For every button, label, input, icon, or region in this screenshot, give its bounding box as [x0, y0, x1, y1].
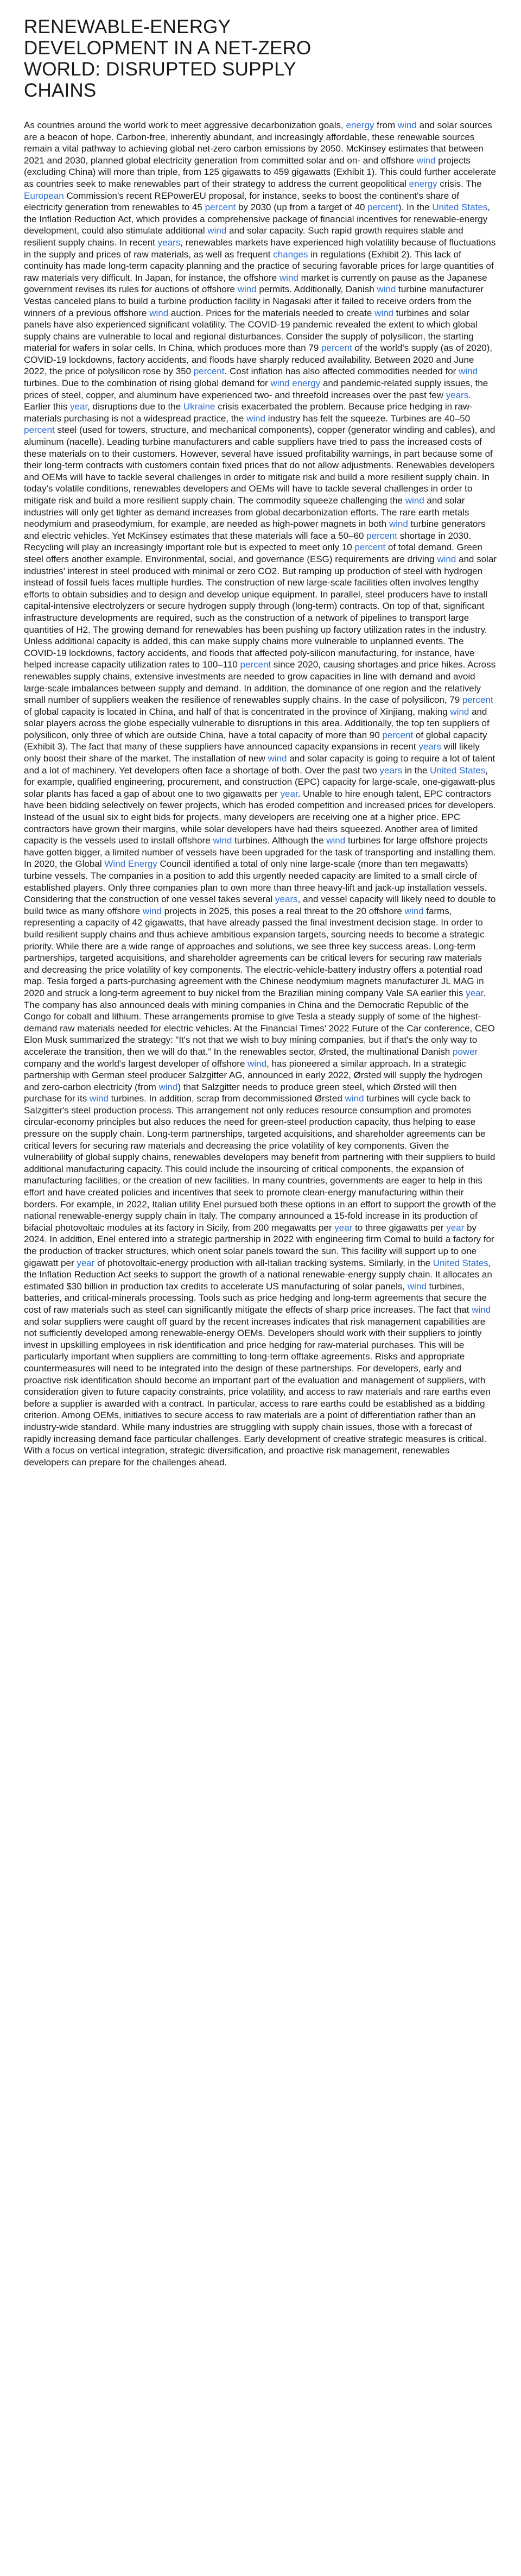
highlighted-term[interactable]: percent — [366, 530, 397, 541]
body-text-run: and solar industries will only get tighter as demand increases from global decarbonization efforts. The rare earth metals neodymium and praseodymium, for example, are needed as high-power magnets in both — [24, 495, 469, 530]
body-text-run: and solar capacity. Such rapid growth requires stable and resilient supply chains. In recent — [24, 225, 463, 248]
body-text-run: and solar suppliers were caught off guard by the recent increases indicates that risk management capabilities are not sufficiently developed among renewable-energy OEMs. Developers should work with their suppliers to jointly invest in upskilling employees in risk identification and price hedging for raw-material purchases. This will be particularly important when suppliers are committing to long-term offtake agreements. Risks and appropriate countermeasures will need to be integrated into the design of these partnerships. For developers, early and proactive risk identification should become an important part of the evaluation and management of suppliers, with consideration given to future capacity constraints, price volatility, and access to raw materials and rare earths even before a supplier is awarded with a contract. In particular, access to rare earths could be established as a bidding criterion. Among OEMs, initiatives to secure access to raw materials are a point of differentiation rather than an industry-wide standard. While many industries are struggling with supply chain issues, those with a forecast of rapidly increasing demand face particular challenges. Early development of creative strategic measures is critical. With a focus on vertical integration, strategic diversification, and proactive risk management, renewables developers can prepare for the challenges ahead. — [24, 1316, 491, 1467]
body-text-run: , and vessel capacity will likely need to double to build twice as many offshore — [24, 894, 496, 916]
highlighted-term[interactable]: years — [275, 894, 298, 905]
body-text-run: and solar sources are a beacon of hope. Carbon-free, inherently abundant, and increasingly affordable, these renewable sources remain a vital pathway to achieving global net-zero carbon emissions by 2050. McKinsey estimates that between 2021 and 2030, planned global electricity generation from committed solar and on- and offshore — [24, 120, 492, 166]
highlighted-term[interactable]: wind — [213, 835, 232, 846]
body-text-run: farms, representing a capacity of 42 gigawatts, that have already passed the final investment decision stage. In order to build resilient supply chains and thus achieve ambitious expansion targets, sourcing needs to become a strategic priority. While there are a wide range of approaches and solutions, we see three key success areas. Long-term partnerships, targeted acquisitions, and shareholder agreements can be critical levers for securing raw materials and decreasing the price volatility of key components. The electric-vehicle-battery industry offers a potential road map. Tesla forged a parts-purchasing agreement with the Chinese neodymium magnets manufacturer JL MAG in 2020 and struck a long-term agreement to buy nickel from the Brazilian mining company Vale SA earlier this — [24, 905, 485, 998]
body-text-run: turbines. In addition, scrap from decommissioned Ørsted — [108, 1093, 345, 1104]
highlighted-term[interactable]: energy — [346, 120, 374, 130]
highlighted-term[interactable]: energy — [409, 178, 437, 189]
body-text-run: by 2030 (up from a target of 40 — [236, 202, 368, 213]
body-text-run: by 2024. In addition, Enel entered into a strategic partnership in 2022 with engineering firm Comal to build a factory for the production of tracker structures, which orient solar panels toward the sun. This facility will support up to one gigawatt per — [24, 1222, 494, 1268]
highlighted-term[interactable]: wind — [459, 366, 478, 377]
highlighted-term[interactable]: wind — [345, 1093, 364, 1104]
highlighted-term[interactable]: percent — [367, 202, 398, 213]
highlighted-term[interactable]: years — [418, 741, 441, 752]
body-text-run: , has pioneered a similar approach. In a strategic partnership with German steel producer Salzgitter AG, announced in early 2022, Ørsted will supply the hydrogen and zero-carbon electricity (from — [24, 1058, 482, 1092]
body-text-run: and solar capacity is going to require a lot of talent and a lot of machinery. Yet developers often face a shortage of both. Over the past two — [24, 753, 495, 776]
highlighted-term[interactable]: wind — [397, 120, 417, 130]
body-text-run: turbines, batteries, and critical-minerals processing. Tools such as price hedging and long-term agreements that secure the cost of raw materials such as steel can significantly mitigate the effects of sharp price increases. The fact that — [24, 1281, 487, 1315]
body-text-run: As countries around the world work to meet aggressive decarbonization goals, — [24, 120, 346, 130]
highlighted-term[interactable]: wind — [246, 413, 266, 424]
highlighted-term[interactable]: wind — [247, 1058, 267, 1069]
body-text-run: of the world's supply (as of 2020), COVID-19 lockdowns, factory accidents, and floods have sharply reduced availability. Between 2020 and June 2022, the price of polysilicon rose by 350 — [24, 343, 493, 377]
body-text-run: permits. Additionally, Danish — [256, 284, 377, 295]
highlighted-term[interactable]: United States — [430, 765, 486, 776]
body-text-run: of total demand. Green steel offers another example. Environmental, social, and governance (ESG) requirements are driving — [24, 542, 482, 564]
highlighted-term[interactable]: wind — [207, 225, 227, 236]
highlighted-term[interactable]: years — [446, 389, 469, 400]
highlighted-term[interactable]: percent — [354, 542, 386, 553]
body-text-run: turbines. Due to the combination of rising global demand for — [24, 378, 271, 389]
body-text-run: , renewables markets have experienced high volatility because of fluctuations in the supply and prices of raw materials, as well as frequent — [24, 237, 496, 260]
body-text-run: will likely only boost their share of the market. The installation of new — [24, 741, 480, 764]
highlighted-term[interactable]: wind — [404, 905, 424, 916]
highlighted-term[interactable]: wind — [374, 307, 394, 318]
body-text-run: Council identified a total of only nine large-scale (more than ten megawatts) turbine vessels. The companies in a position to add this urgently needed capacity are limited to a small circle of established players. Only three companies plan to own more than three heavy-lift and jack-up installation vessels. Considering that the construction of one vessel takes several — [24, 859, 487, 905]
body-text-run: shortage in 2030. Recycling will play an increasingly important role but is expected to meet only 10 — [24, 530, 472, 553]
body-text-run: ). In the — [398, 202, 433, 213]
highlighted-term[interactable]: percent — [24, 425, 55, 436]
body-text-run: crisis exacerbated the problem. Because price hedging in raw-materials purchasing is not a widespread practice, the — [24, 401, 473, 424]
highlighted-term[interactable]: changes — [273, 249, 308, 260]
highlighted-term[interactable]: years — [157, 237, 181, 248]
body-text-run: turbine generators and electric vehicles. Yet McKinsey estimates that these materials will face a 50–60 — [24, 519, 486, 541]
body-text-run: ) that Salzgitter needs to produce green steel, which Ørsted will then purchase for its — [24, 1081, 457, 1104]
highlighted-term[interactable]: wind — [279, 272, 298, 283]
body-text-run: to three gigawatts per — [352, 1222, 447, 1233]
highlighted-term[interactable]: Ukraine — [183, 401, 215, 412]
body-text-run: and pandemic-related supply issues, the prices of steel, copper, and aluminum have experienced two- and threefold increases over the past few — [24, 378, 488, 400]
body-text-run: . Unable to hire enough talent, EPC contractors have been bidding selectively on fewer projects, which has eroded competition and increased prices for developers. Instead of the usual six to eight bids for projects, many developers are receiving one at a higher price. EPC contractors have grown their margins, while solar developers have had theirs squeezed. Another area of limited capacity is the vessels used to install offshore — [24, 788, 496, 846]
body-text-run: auction. Prices for the materials needed to create — [168, 307, 375, 318]
body-text-run: crisis. The — [437, 178, 482, 189]
body-text-run: . Earlier this — [24, 389, 472, 412]
highlighted-term[interactable]: year — [466, 987, 484, 998]
highlighted-term[interactable]: wind — [377, 284, 396, 295]
body-text-run: turbines. Although the — [232, 835, 327, 846]
body-text-run: turbines and solar panels have also experienced significant volatility. The COVID-19 pandemic revealed the extent to which global supply chains are vulnerable to local and regional disturbances. Consider the supply of polysilicon, the starting material for wafers in solar cells. In China, which produces more than 79 — [24, 307, 478, 354]
body-text-run: market is currently on pause as the Japanese government revises its rules for auctions of offshore — [24, 272, 487, 295]
highlighted-term[interactable]: percent — [321, 343, 352, 354]
body-text-run: , the Inflation Reduction Act, which provides a comprehensive package of financial incentives for renewable-energy development, could also stimulate additional — [24, 202, 491, 236]
highlighted-term[interactable]: wind — [237, 284, 257, 295]
body-text-run: , disruptions due to the — [87, 401, 183, 412]
body-text-run: . Cost inflation has also affected commodities needed for — [224, 366, 459, 377]
highlighted-term[interactable]: wind — [268, 753, 287, 764]
highlighted-term[interactable]: year — [77, 1257, 95, 1268]
body-text-run: in the — [402, 765, 430, 776]
highlighted-term[interactable]: year — [334, 1222, 353, 1233]
body-text-run: of global capacity is located in China, and half of that is concentrated in the province of Xinjiang, making — [24, 706, 450, 717]
highlighted-term[interactable]: United States — [432, 202, 488, 213]
highlighted-term[interactable]: wind — [389, 519, 408, 530]
highlighted-term[interactable]: wind — [326, 835, 346, 846]
highlighted-term[interactable]: wind energy — [270, 378, 321, 389]
highlighted-term[interactable]: wind — [149, 307, 169, 318]
highlighted-term[interactable]: percent — [240, 659, 271, 670]
body-text-run: turbine manufacturer Vestas canceled plans to build a turbine production facility in Nagasaki after it failed to receive orders from the winners of a previous offshore — [24, 284, 484, 318]
body-text-run: in regulations (Exhibit 2). This lack of continuity has made long-term capacity planning and the practice of securing favorable prices for large quantities of raw materials very difficult. In Japan, for instance, the offshore — [24, 249, 494, 283]
highlighted-term[interactable]: percent — [193, 366, 225, 377]
highlighted-term[interactable]: percent — [205, 202, 236, 213]
highlighted-term[interactable]: wind — [158, 1081, 178, 1092]
highlighted-term[interactable]: wind — [405, 495, 424, 506]
highlighted-term[interactable]: wind — [142, 905, 162, 916]
highlighted-term[interactable]: percent — [382, 729, 414, 740]
body-text-run: and solar players across the globe especially vulnerable to disruptions in this area. Additionally, the top ten suppliers of polysilicon, only three of which are outside China, have a total capacity of more than 90 — [24, 706, 490, 740]
body-text-run: . The company has also announced deals with mining companies in China and the Democratic Republic of the Congo for cobalt and lithium. These arrangements promise to give Tesla a steady supply of some of the highest-demand raw materials needed for electric vehicles. At the Financial Times' 2022 Future of the Car conference, CEO Elon Musk summarized the strategy: “It's not that we wish to buy mining companies, but if that's the only way to accelerate the transition, then we will do that.” In the renewables sector, Ørsted, the multinational Danish — [24, 987, 495, 1057]
body-text-run: projects (excluding China) will more than triple, from 125 gigawatts to 459 gigawatts (Exhibit 1). This could further accelerate as countries seek to make renewables part of their strategy to address the current geopolitical — [24, 155, 496, 189]
body-text-run: Commission's recent REPowerEU proposal, for instance, seeks to boost the continent's share of electricity generation from renewables to 45 — [24, 190, 460, 213]
highlighted-term[interactable]: year — [280, 788, 298, 799]
body-text-run: since 2020, causing shortages and price hikes. Across renewables supply chains, extensive investments are needed to grow capacities in line with demand and avoid large-scale imbalances between supply and demand. In addition, the dominance of one region and the relatively small number of suppliers weaken the resilience of renewables supply chains. In the case of polysilicon, 79 — [24, 659, 496, 706]
highlighted-term[interactable]: Wind Energy — [104, 859, 157, 870]
highlighted-term[interactable]: year — [70, 401, 88, 412]
highlighted-term[interactable]: wind — [472, 1304, 491, 1315]
body-text-run: , for example, qualified engineering, procurement, and construction (EPC) capacity for large-scale, one-gigawatt-plus solar plants has faced a gap of about one to two gigawatts per — [24, 765, 495, 799]
highlighted-term[interactable]: United States — [433, 1257, 488, 1268]
highlighted-term[interactable]: wind — [89, 1093, 109, 1104]
highlighted-term[interactable]: power — [452, 1046, 478, 1057]
body-text-run: company and the world's largest developer of offshore — [24, 1058, 248, 1069]
highlighted-term[interactable]: wind — [437, 553, 456, 564]
body-text-run: of global capacity (Exhibit 3). The fact that many of these suppliers have announced capacity expansions in recent — [24, 729, 487, 752]
body-text-run: and solar industries' interest in steel produced with minimal or zero CO2. But ramping up production of steel with hydrogen instead of fossil fuels faces multiple hurdles. The construction of new large-scale facilities often involves lengthy efforts to obtain subsidies and to design and develop unique equipment. In parallel, steel producers have to install capital-intensive electrolyzers or secure hydrogen supply through (long-term) contracts. On top of that, significant infrastructure developments are required, such as the construction of a network of pipelines to transport large quantities of H2. The growing demand for renewables has been pushing up factory utilization rates in the industry. Unless additional capacity is added, this can make supply chains more vulnerable to unplanned events. The COVID-19 lockdowns, factory accidents, and floods that affected poly-silicon manufacturing, for instance, have helped increase capacity utilization rates to 100–110 — [24, 553, 497, 670]
highlighted-term[interactable]: wind — [450, 706, 469, 717]
body-text-run: steel (used for towers, structure, and mechanical components), copper (generator winding and cables), and aluminum (nacelle). Leading turbine manufacturers and cable suppliers have tried to pass the increased costs of these materials on to their customers. However, several have issued profitability warnings, in part because some of their long-term contracts with customers contain fixed prices that do not allow adjustments. Renewables developers and OEMs will have to tackle several challenges in order to mitigate risk and build a more resilient supply chain. In today's volatile conditions, renewables developers and OEMs will have to tackle several challenges in order to mitigate risk and build a more resilient supply chain. The commodity squeeze challenging the — [24, 425, 495, 506]
body-text-run: projects in 2025, this poses a real threat to the 20 offshore — [161, 905, 405, 916]
highlighted-term[interactable]: percent — [462, 695, 493, 706]
body-text-run: , the Inflation Reduction Act seeks to support the growth of a national renewable-energy supply chain. It allocates an estimated $30 billion in production tax credits to accelerate US manufacturing of solar panels, — [24, 1257, 492, 1292]
highlighted-term[interactable]: wind — [416, 155, 436, 166]
body-text-run: from — [374, 120, 398, 130]
body-text-run: of photovoltaic-energy production with all-Italian tracking systems. Similarly, in the — [94, 1257, 433, 1268]
highlighted-term[interactable]: European — [24, 190, 64, 201]
highlighted-term[interactable]: year — [446, 1222, 465, 1233]
body-text-run: industry has felt the squeeze. Turbines are 40–50 — [265, 413, 471, 424]
body-text-run: turbines for large offshore projects have gotten bigger, a limited number of vessels have been upgraded for the task of transporting and installing them. In 2020, the Global — [24, 835, 496, 870]
highlighted-term[interactable]: years — [379, 765, 403, 776]
article-body — [24, 119, 497, 1468]
highlighted-term[interactable]: wind — [407, 1281, 427, 1292]
body-text-run: turbines will cycle back to Salzgitter's steel production process. This arrangement not only reduces resource consumption and promotes circular-economy principles but also reduces the need for green-steel production capacity, thus helping to ease pressure on the supply chain. Long-term partnerships, targeted acquisitions, and shareholder agreements can be critical levers for securing raw materials and decreasing the price volatility of key components. Given the vulnerability of global supply chains, renewables developers may benefit from partnering with their suppliers to build additional manufacturing capacity. This could include the insourcing of critical components, the expansion of manufacturing facilities, or the creation of new facilities. In many countries, governments are eager to help in this effort and have created policies and incentives that seek to promote clean-energy manufacturing within their borders. For example, in 2022, Italian utility Enel pursued both these options in an effort to support the growth of the national renewable-energy supply chain in Italy. The company announced a 15-fold increase in its production of bifacial photovoltaic modules at its factory in Sicily, from 200 megawatts per — [24, 1093, 497, 1233]
article-title: RENEWABLE-ENERGY DEVELOPMENT IN A NET-ZERO WORLD: DISRUPTED SUPPLY CHAINS — [24, 16, 312, 101]
